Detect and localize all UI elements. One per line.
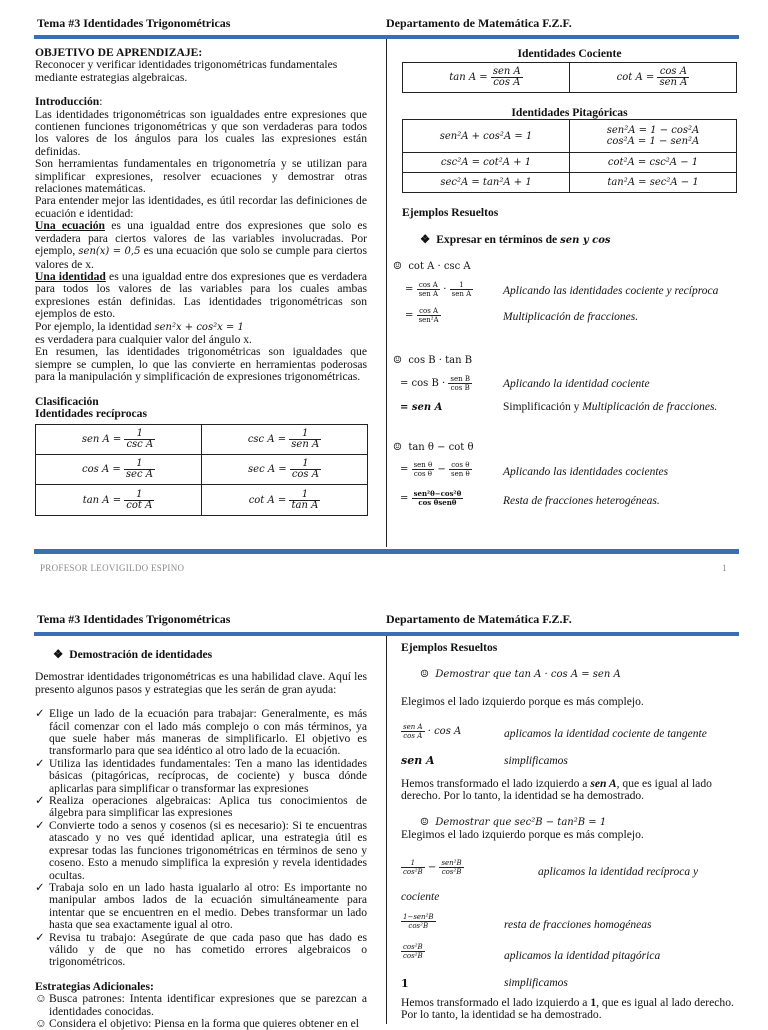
identidad-example: sen²x + cos²x = 1 bbox=[154, 321, 244, 333]
check-icon: ✓ bbox=[35, 794, 45, 808]
check-icon: ✓ bbox=[35, 930, 45, 944]
pitagoricas-title: Identidades Pitagóricas bbox=[511, 106, 628, 119]
pythagorean-cell: tan²A = sec²A − 1 bbox=[570, 173, 737, 193]
pythagorean-cell: sen²A + cos²A = 1 bbox=[403, 120, 570, 153]
demo-1-note-1: aplicamos la identidad cociente de tangente bbox=[504, 728, 707, 740]
demo-intro: Demostrar identidades trigonométricas es una habilidad clave. Aquí les presento algunos pasos y estrategias que les serán de gran ayuda: bbox=[35, 670, 367, 696]
demo-2-step-3: $\frac{\text{cos²B}}{\text{cos²B}}$ bbox=[403, 943, 423, 960]
check-icon: ✓ bbox=[35, 756, 45, 770]
reciprocas-title: Identidades recíprocas bbox=[35, 406, 147, 420]
page-2 bbox=[0, 578, 768, 1030]
list-item: ✓ Elige un lado de la ecuación para trabajar: Generalmente, es más fácil comenzar con el lado más complejo o con más términos, ya que suele haber más maneras de simplificarlo. El objetivo es transformarlo para que sea idéntico al otro lado de la ecuación. bbox=[35, 707, 367, 758]
smiley-icon: ☺ bbox=[393, 355, 402, 366]
ecuacion-definition bbox=[35, 220, 367, 271]
identidad-example-post: es verdadera para cualquier valor del ángulo x. bbox=[35, 332, 252, 346]
demo-1-conclusion: Hemos transformado el lado izquierdo a sen A, que es igual al lado derecho. Por lo tanto, la identidad se ha demostrado. bbox=[401, 777, 712, 803]
example-3-step-2: = $\frac{\text{sen²θ−cos²θ}}{\text{cos θsenθ}}$ bbox=[400, 489, 462, 507]
example-2-title: ☺ cos B · tan B bbox=[393, 355, 473, 366]
pythagorean-cell: sec²A = tan²A + 1 bbox=[403, 173, 570, 193]
reciprocal-cell: cot A = $\frac{1}{\text{tan A}}$ bbox=[202, 485, 368, 516]
demo-2-note-1: aplicamos la identidad recíproca y bbox=[538, 866, 699, 878]
page2-header-right: Departamento de Matemática F.Z.F. bbox=[386, 612, 572, 626]
intro-paragraph-2: Son herramientas fundamentales en trigonometría y se utilizan para simplificar expresiones, resolver ecuaciones y demostrar otras relaciones matemáticas. bbox=[35, 157, 367, 196]
smiley-icon: ☺ bbox=[35, 992, 47, 1006]
clasificacion-title: Clasificación bbox=[35, 394, 99, 408]
footer-rule bbox=[34, 549, 739, 554]
check-icon: ✓ bbox=[35, 818, 45, 832]
left-column bbox=[35, 649, 367, 1030]
pitagoricas-table bbox=[402, 119, 737, 193]
demo-title: ❖ Demostración de identidades bbox=[53, 648, 213, 661]
demo-1-title: ☺ Demostrar que tan A · cos A = sen A bbox=[420, 669, 621, 680]
intro-title: Introducción bbox=[35, 95, 100, 109]
example-3-note-1: Aplicando las identidades cocientes bbox=[503, 466, 669, 478]
demo-2-note-3: aplicamos la identidad pitagórica bbox=[504, 950, 661, 962]
reciprocal-cell: sen A = $\frac{1}{\text{csc A}}$ bbox=[36, 425, 202, 455]
example-1-note-1: Aplicando las identidades cociente y recíproca bbox=[503, 285, 719, 297]
demo-2-title: ☺ Demostrar que sec²B − tan²B = 1 bbox=[420, 817, 607, 828]
demo-2-conclusion: Hemos transformado el lado izquierdo a 1, que es igual al lado derecho. Por lo tanto, la identidad se ha demostrado. bbox=[401, 996, 734, 1022]
example-2-step-2: = sen A bbox=[400, 402, 443, 413]
ecuacion-term: Una ecuación bbox=[35, 219, 105, 233]
demo-1-step-2: sen A bbox=[401, 754, 435, 767]
demo-1-note-2: simplificamos bbox=[504, 755, 568, 767]
ecuacion-example: sen(x) = 0,5 bbox=[78, 246, 141, 258]
example-1-step-2: = $\frac{\text{cos A}}{\text{sen²A}}$ bbox=[405, 307, 439, 324]
identidad-definition bbox=[35, 271, 367, 321]
diamond-icon: ❖ bbox=[53, 648, 64, 661]
cociente-table bbox=[402, 62, 737, 93]
summary-paragraph: En resumen, las identidades trigonométricas son igualdades que siempre se cumplen, lo que las convierte en herramientas poderosas para la manipulación y simplificación de expresiones trigonométricas. bbox=[35, 345, 367, 384]
reciprocal-cell: csc A = $\frac{1}{\text{sen A}}$ bbox=[202, 425, 368, 455]
cociente-cell: tan A = $\frac{\text{sen A}}{\text{cos A}}$ bbox=[403, 63, 570, 93]
identidad-example-pre: Por ejemplo, la identidad bbox=[35, 319, 155, 333]
demo-2-step-4: 1 bbox=[401, 977, 409, 990]
page2-header-left: Tema #3 Identidades Trigonométricas bbox=[37, 612, 231, 626]
smiley-icon: ☺ bbox=[420, 669, 429, 680]
example-1-step-1: = $\frac{\text{cos A}}{\text{sen A}}$ · $\frac{1}{\text{sen A}}$ bbox=[405, 281, 472, 298]
intro-paragraph-1: Las identidades trigonométricas son igualdades entre expresiones que contienen funciones trigonométricas y que son verdaderas para todos los valores de los ángulos para los cuales las expresiones están definidas. bbox=[35, 107, 367, 158]
adicionales-list bbox=[35, 993, 367, 1030]
demo-2-note-1b: cociente bbox=[401, 891, 440, 903]
ecuacion-tail: es una ecuación que solo se cumple para ciertos valores de x. bbox=[35, 244, 367, 271]
example-3-note-2: Resta de fracciones heterogéneas. bbox=[503, 495, 660, 507]
list-item: ☺ Busca patrones: Intenta identificar expresiones que se parezcan a identidades conocidas. bbox=[35, 992, 367, 1018]
demo-2-step-1: $\frac{1}{\text{cos²B}}$ − $\frac{\text{sen²B}}{\text{cos²B}}$ bbox=[403, 859, 462, 876]
list-item: ✓ Convierte todo a senos y cosenos (si es necesario): Si te encuentras atascado y no ves qué identidad aplicar, una estrategia útil es expresar todas las funciones trigonométricas en términos de seno y coseno. Esto a menudo simplifica la expresión y revela identidades ocultas. bbox=[35, 818, 367, 882]
cociente-title: Identidades Cociente bbox=[517, 47, 622, 60]
smiley-icon: ☺ bbox=[393, 261, 402, 272]
identidad-text: es una igualdad entre dos expresiones que es verdadera para todos los valores de las variables para los cuales ambas expresiones están definidas. Las identidades trigonométricas son ejemplos de esto. bbox=[35, 269, 367, 321]
reciprocal-cell: cos A = $\frac{1}{\text{sec A}}$ bbox=[36, 455, 202, 485]
demo-1-choose: Elegimos el lado izquierdo porque es más complejo. bbox=[401, 695, 644, 708]
steps-list bbox=[35, 708, 367, 969]
example-2-note-2: Simplificación y Multiplicación de fracciones. bbox=[503, 401, 718, 413]
objective-text: Reconocer y verificar identidades trigonométricas fundamentales mediante estrategias algebraicas. bbox=[35, 58, 338, 84]
list-item: ✓ Realiza operaciones algebraicas: Aplica tus conocimientos de álgebra para simplificar las expresiones bbox=[35, 794, 367, 820]
footer-author: PROFESOR LEOVIGILDO ESPINO bbox=[40, 563, 185, 573]
pythagorean-cell: sen²A = 1 − cos²A cos²A = 1 − sen²A bbox=[570, 120, 737, 153]
example-1-title: ☺ cot A · csc A bbox=[393, 261, 471, 272]
example-3-step-1: = $\frac{\text{sen θ}}{\text{cos θ}}$ − $\frac{\text{cos θ}}{\text{sen θ}}$ bbox=[400, 461, 470, 478]
list-item: ☺ Considera el objetivo: Piensa en la forma que quieres obtener en el bbox=[35, 1016, 360, 1030]
identidad-term: Una identidad bbox=[35, 269, 106, 283]
example-3-title: ☺ tan θ − cot θ bbox=[393, 442, 474, 453]
example-2-step-1: = cos B · $\frac{\text{sen B}}{\text{cos B}}$ bbox=[400, 375, 471, 392]
left-column bbox=[35, 47, 367, 420]
ejemplos-subtitle: ❖ Expresar en términos de sen y cos bbox=[420, 233, 611, 246]
demo-2-note-4: simplificamos bbox=[504, 977, 568, 989]
check-icon: ✓ bbox=[35, 707, 45, 721]
check-icon: ✓ bbox=[35, 880, 45, 894]
example-2-note-1: Aplicando la identidad cociente bbox=[503, 378, 650, 390]
reciprocal-cell: tan A = $\frac{1}{\text{cot A}}$ bbox=[36, 485, 202, 516]
smiley-icon: ☺ bbox=[393, 442, 402, 453]
example-1-note-2: Multiplicación de fracciones. bbox=[503, 311, 639, 323]
intro-paragraph-3: Para entender mejor las identidades, es útil recordar las definiciones de ecuación e identidad: bbox=[35, 194, 367, 220]
pythagorean-cell: csc²A = cot²A + 1 bbox=[403, 153, 570, 173]
reciprocas-table bbox=[35, 424, 368, 516]
smiley-icon: ☺ bbox=[35, 1016, 47, 1030]
cociente-cell: cot A = $\frac{\text{cos A}}{\text{sen A}}$ bbox=[570, 63, 737, 93]
objective-title: OBJETIVO DE APRENDIZAJE: bbox=[35, 46, 203, 59]
intro-colon: : bbox=[99, 95, 103, 109]
adicionales-title: Estrategias Adicionales: bbox=[35, 979, 154, 993]
page1-header-left: Tema #3 Identidades Trigonométricas bbox=[37, 16, 231, 30]
page1-header-right: Departamento de Matemática F.Z.F. bbox=[386, 16, 572, 30]
list-item: ✓ Trabaja solo en un lado hasta igualarlo al otro: Es importante no manipular ambos lados de la ecuación simultáneamente para intentar que se encuentren en el medio. Debes transformar un lado hasta que sea exactamente igual al otro. bbox=[35, 880, 367, 932]
diamond-icon: ❖ bbox=[420, 233, 431, 246]
column-divider bbox=[386, 636, 387, 1024]
column-divider bbox=[386, 39, 387, 547]
ejemplos-title: Ejemplos Resueltos bbox=[401, 641, 498, 654]
demo-1-step-1: $\frac{\text{sen A}}{\text{cos A}}$ · cos A bbox=[403, 723, 462, 740]
list-item: ✓ Utiliza las identidades fundamentales: Ten a mano las identidades básicas (pitagóricas, recíprocas, de cociente) y busca dónde aplicarlas para simplificar o transformar las expresiones bbox=[35, 756, 367, 795]
smiley-icon: ☺ bbox=[420, 817, 429, 828]
pythagorean-cell: cot²A = csc²A − 1 bbox=[570, 153, 737, 173]
page-number: 1 bbox=[722, 563, 727, 573]
list-item: ✓ Revisa tu trabajo: Asegúrate de que cada paso que has dado es válido y de que no has cometido errores algebraicos o trigonométricos. bbox=[35, 930, 367, 969]
demo-2-choose: Elegimos el lado izquierdo porque es más complejo. bbox=[401, 828, 644, 841]
identidad-example-line bbox=[35, 321, 367, 334]
ejemplos-title: Ejemplos Resueltos bbox=[402, 206, 499, 219]
demo-2-note-2: resta de fracciones homogéneas bbox=[504, 919, 652, 931]
ecuacion-text: es una igualdad entre dos expresiones que solo es verdadera para ciertos valores de las variables involucradas. Por ejemplo, bbox=[35, 219, 367, 258]
demo-2-step-2: $\frac{\text{1−sen²B}}{\text{cos²B}}$ bbox=[403, 913, 434, 930]
reciprocal-cell: sec A = $\frac{1}{\text{cos A}}$ bbox=[202, 455, 368, 485]
